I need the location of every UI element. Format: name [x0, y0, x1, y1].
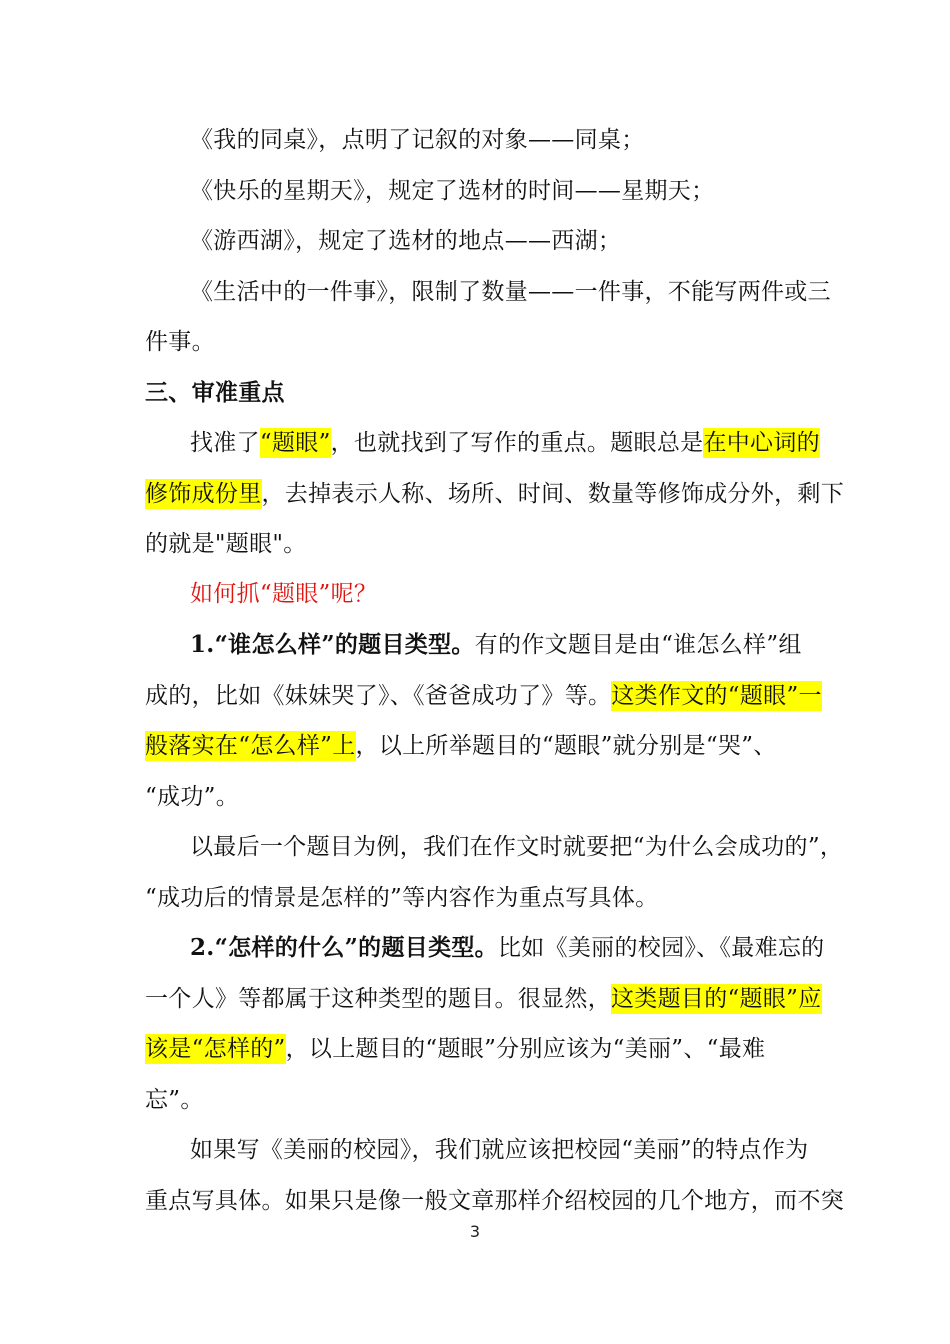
- type-heading: 2.“怎样的什么”的题目类型。: [190, 934, 498, 961]
- body-text: 比如《美丽的校园》、《最难忘的: [497, 935, 825, 961]
- example-line-4-cont: [145, 322, 815, 362]
- body-text: ，以上题目的“题眼”分别应该为“美丽”、“最难: [285, 1036, 766, 1062]
- highlighted-text: 在中心词的: [703, 430, 820, 456]
- intro-line-3: [145, 524, 815, 564]
- body-text: 一个人》等都属于这种类型的题目。很显然，: [145, 986, 611, 1012]
- body-text: 找准了: [190, 430, 260, 456]
- section-heading-text: 三、审准重点: [145, 379, 285, 406]
- question-heading: [190, 574, 815, 614]
- example-line-4: [190, 272, 831, 312]
- body-text: “成功”。: [145, 784, 240, 810]
- example2-line-1: [190, 1130, 815, 1170]
- highlighted-text: “题眼”: [259, 430, 331, 456]
- type1-line-2: [145, 676, 822, 716]
- example2-line-2: [145, 1181, 844, 1221]
- intro-line-1: [190, 423, 820, 463]
- example-line-2: [190, 171, 815, 211]
- page-number: 3: [469, 1222, 481, 1241]
- intro-line-2: [145, 474, 844, 514]
- body-text: 有的作文题目是由“谁怎么样”组: [474, 632, 802, 658]
- type1-line-1: [190, 625, 815, 665]
- type2-line-2: [145, 979, 822, 1019]
- question-text: 如何抓“题眼”呢？: [190, 581, 378, 607]
- body-text: 重点写具体。如果只是像一般文章那样介绍校园的几个地方，而不突: [145, 1188, 844, 1214]
- example1-line-1: [190, 827, 844, 867]
- example-text: 件事。: [145, 329, 215, 355]
- example-text: 《快乐的星期天》，规定了选材的时间——星期天；: [190, 178, 715, 204]
- body-text: ，以上所举题目的“题眼”就分别是“哭”、: [355, 733, 777, 759]
- highlighted-text: 修饰成份里: [145, 481, 262, 507]
- example-line-1: [190, 120, 815, 160]
- type-heading: 1.“谁怎么样”的题目类型。: [190, 631, 475, 658]
- highlighted-text: 这类题目的“题眼”应: [611, 986, 822, 1012]
- body-text: 如果写《美丽的校园》，我们就应该把校园“美丽”的特点作为: [190, 1137, 809, 1163]
- body-text: 成的，比如《妹妹哭了》、《爸爸成功了》等。: [145, 683, 612, 709]
- highlighted-text: 般落实在“怎么样”上: [145, 733, 356, 759]
- type2-line-4: [145, 1080, 815, 1120]
- highlighted-text: 该是“怎样的”: [145, 1036, 286, 1062]
- body-text: “成功后的情景是怎样的”等内容作为重点写具体。: [145, 885, 659, 911]
- body-text: ，去掉表示人称、场所、时间、数量等修饰成分外，剩下: [261, 481, 844, 507]
- highlighted-text: 这类作文的“题眼”一: [611, 683, 822, 709]
- type1-line-3: [145, 726, 815, 766]
- type2-line-3: [145, 1029, 815, 1069]
- body-text: 以最后一个题目为例，我们在作文时就要把“为什么会成功的”，: [190, 834, 844, 860]
- body-text: ，也就找到了写作的重点。题眼总是: [330, 430, 704, 456]
- section-heading: [145, 373, 815, 413]
- example-text: 《游西湖》，规定了选材的地点——西湖；: [190, 228, 622, 254]
- example-text: 《生活中的一件事》，限制了数量——一件事，不能写两件或三: [190, 279, 831, 305]
- type2-line-1: [190, 928, 825, 968]
- example1-line-2: [145, 878, 815, 918]
- example-line-3: [190, 221, 815, 261]
- body-text: 忘”。: [145, 1087, 204, 1113]
- type1-line-4: [145, 777, 815, 817]
- example-text: 《我的同桌》，点明了记叙的对象——同桌；: [190, 127, 645, 153]
- body-text: 的就是"题眼"。: [145, 531, 307, 557]
